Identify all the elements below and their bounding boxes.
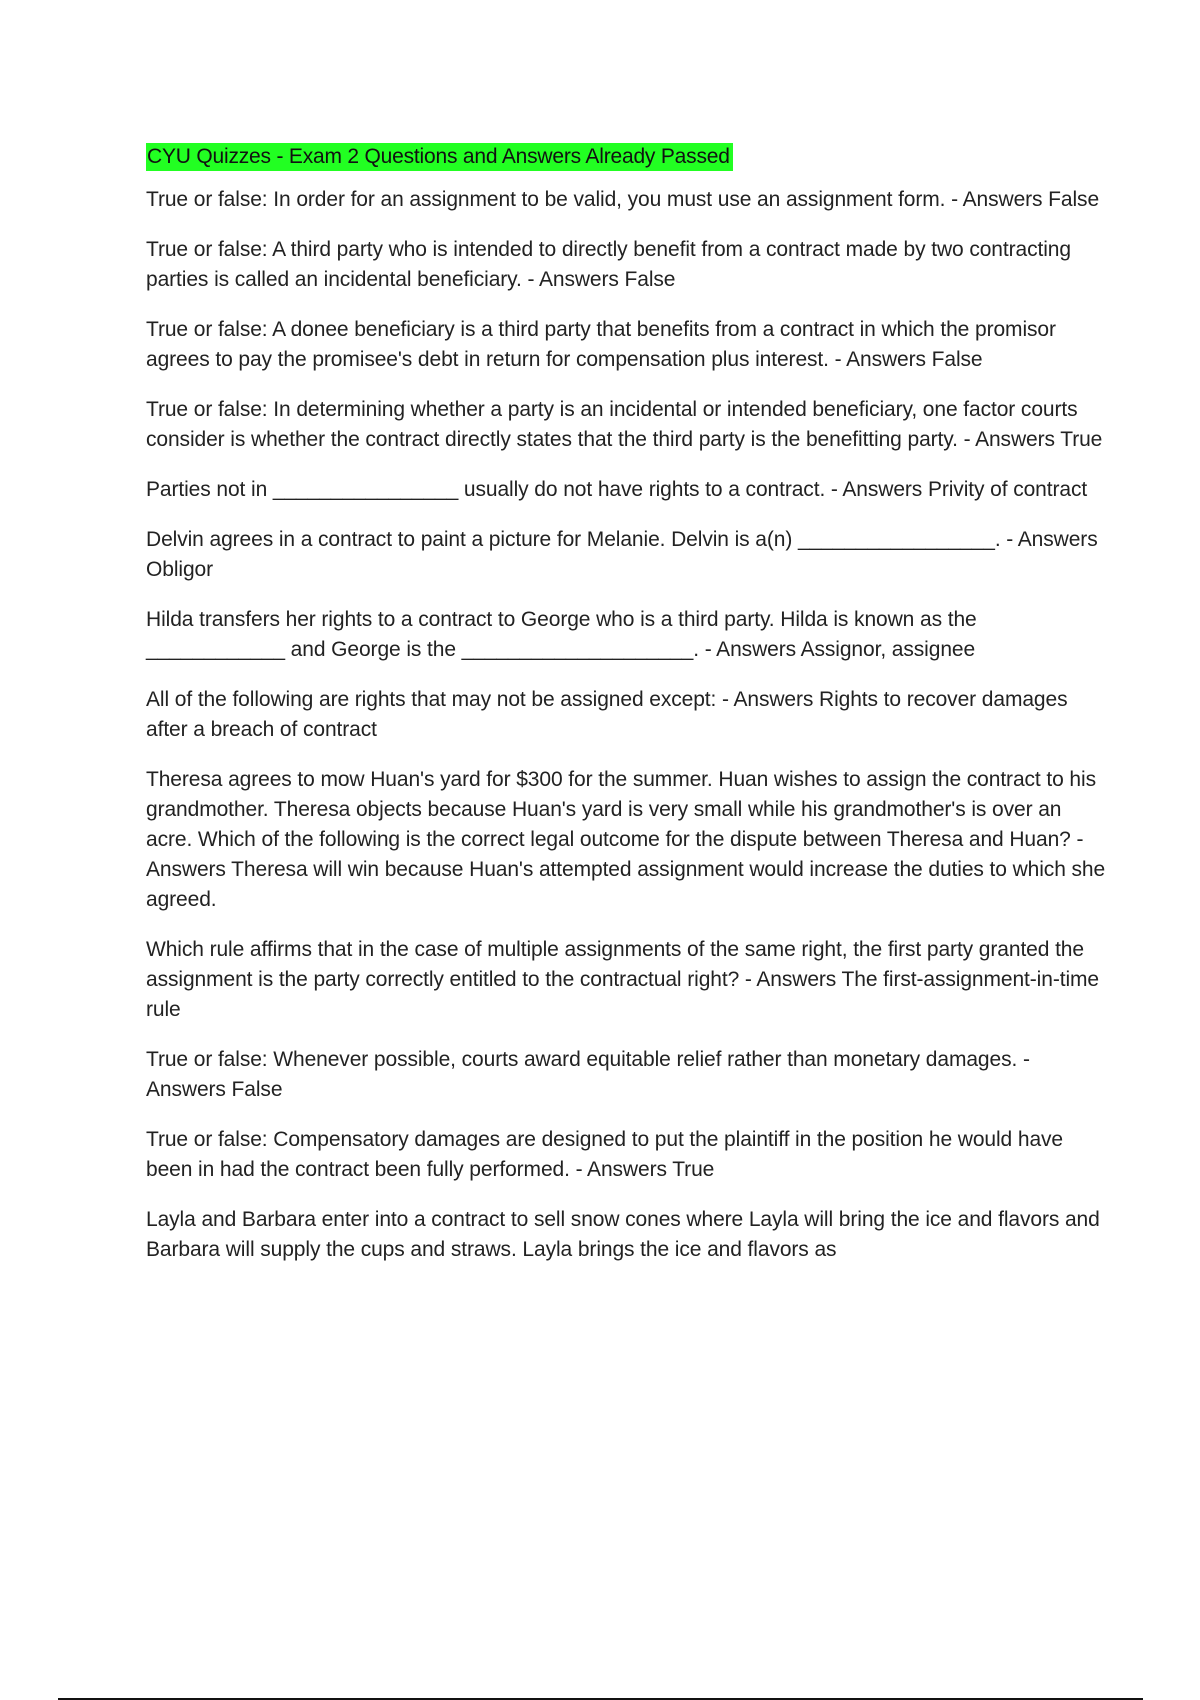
qa-item: True or false: A third party who is intended to directly benefit from a contract made by two contracting parties is called an incidental beneficiary. - Answers False xyxy=(146,238,1071,291)
document-title: CYU Quizzes - Exam 2 Questions and Answers Already Passed xyxy=(146,143,733,171)
qa-item: True or false: Compensatory damages are designed to put the plaintiff in the position he would have been in had the contract been fully performed. - Answers True xyxy=(146,1128,1064,1181)
qa-item: Theresa agrees to mow Huan's yard for $300 for the summer. Huan wishes to assign the contract to his grandmother. Theresa objects because Huan's yard is very small while his grandmother's is over an acre. Which of the following is the correct legal outcome for the dispute between Theresa and Huan? - Answers Theresa will win because Huan's attempted assignment would increase the duties to which she agreed. xyxy=(146,768,1106,911)
qa-item: Delvin agrees in a contract to paint a picture for Melanie. Delvin is a(n) _________________. - Answers Obligor xyxy=(146,528,1098,581)
qa-item: True or false: Whenever possible, courts award equitable relief rather than monetary damages. - Answers False xyxy=(146,1048,1030,1101)
qa-item: True or false: A donee beneficiary is a third party that benefits from a contract in which the promisor agrees to pay the promisee's debt in return for compensation plus interest. - Answers False xyxy=(146,318,1056,371)
document-body xyxy=(146,143,1106,1285)
qa-item: All of the following are rights that may not be assigned except: - Answers Rights to recover damages after a breach of contract xyxy=(146,688,1068,741)
qa-item: Which rule affirms that in the case of multiple assignments of the same right, the first party granted the assignment is the party correctly entitled to the contractual right? - Answers The first-assignment-in-time rule xyxy=(146,938,1099,1021)
qa-item: True or false: In order for an assignment to be valid, you must use an assignment form. - Answers False xyxy=(146,188,1100,211)
qa-item: Parties not in ________________ usually do not have rights to a contract. - Answers Privity of contract xyxy=(146,478,1088,501)
qa-item: Hilda transfers her rights to a contract to George who is a third party. Hilda is known as the ____________ and George is the ____________________. - Answers Assignor, assignee xyxy=(146,608,977,661)
qa-item: True or false: In determining whether a party is an incidental or intended beneficiary, one factor courts consider is whether the contract directly states that the third party is the benefitting party. - Answers True xyxy=(146,398,1103,451)
qa-item: Layla and Barbara enter into a contract to sell snow cones where Layla will bring the ice and flavors and Barbara will supply the cups and straws. Layla brings the ice and flavors as xyxy=(146,1208,1100,1261)
